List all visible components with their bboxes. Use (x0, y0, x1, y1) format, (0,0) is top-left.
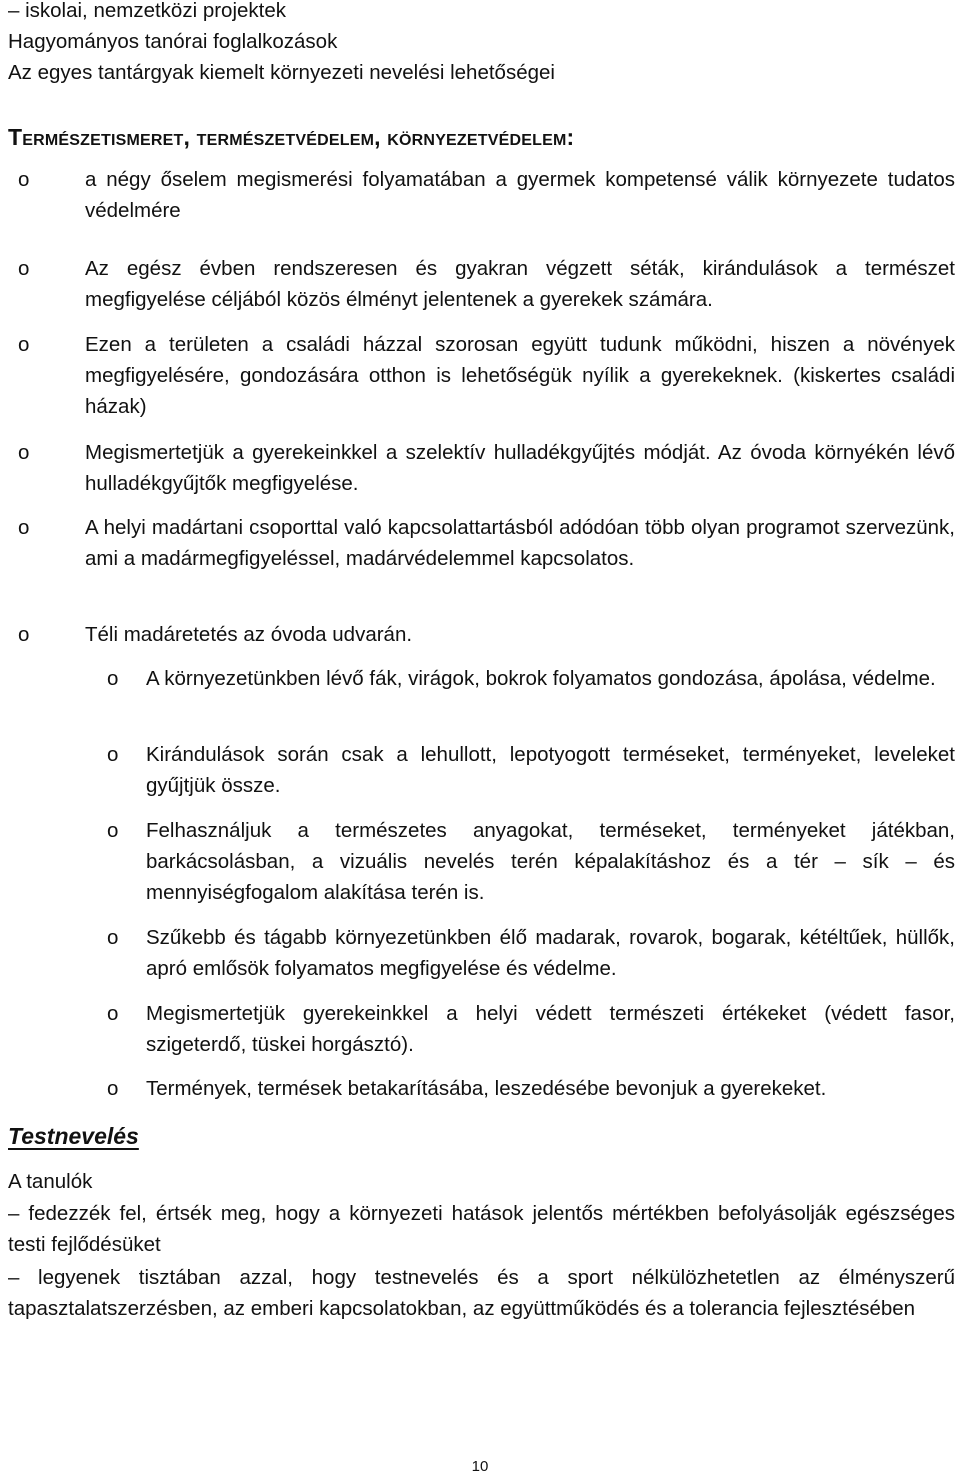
list-item-text: A környezetünkben lévő fák, virágok, bokrok folyamatos gondozása, ápolása, védelme. (146, 667, 936, 690)
bullet-marker: o (107, 1002, 119, 1025)
list-item-text: Szűkebb és tágabb környezetünkben élő madarak, rovarok, bogarak, kétéltűek, hüllők, apró emlősök folyamatos megfigyelése és védelme. (146, 926, 955, 980)
bullet-marker: o (18, 516, 30, 539)
list-item-text: Felhasználjuk a természetes anyagokat, terméseket, terményeket játékban, barkácsolásban, a vizuális nevelés terén képalakításhoz és a tér – sík – és mennyiségfogalom alakítása terén is. (146, 819, 955, 904)
bullet-marker: o (107, 667, 119, 690)
bullet-marker: o (18, 257, 30, 280)
intro-text: A tanulók (8, 1170, 93, 1193)
bullet-marker: o (107, 1077, 119, 1100)
subsection-heading: Testnevelés (8, 1123, 139, 1149)
list-item-text: Termények, termések betakarításába, leszedésébe bevonjuk a gyerekeket. (146, 1077, 827, 1100)
list-item-text: a négy őselem megismerési folyamatában a gyermek kompetensé válik környezete tudatos védelmére (85, 168, 955, 222)
body-paragraph: – legyenek tisztában azzal, hogy testnevelés és a sport nélkülözhetetlen az élményszerű tapasztalatszerzésben, az emberi kapcsolatokban, az együttműködés és a tolerancia fejlesztésében (8, 1266, 955, 1320)
bullet-marker: o (107, 926, 119, 949)
bullet-marker: o (107, 743, 119, 766)
bullet-marker: o (18, 441, 30, 464)
bullet-marker: o (18, 623, 30, 646)
bullet-marker: o (107, 819, 119, 842)
list-item-text: A helyi madártani csoporttal való kapcsolattartásból adódóan több olyan programot szervezünk, ami a madármegfigyeléssel, madárvédelemmel kapcsolatos. (85, 516, 955, 570)
intro-line: – iskolai, nemzetközi projektek (8, 0, 287, 22)
section-heading: Természetismeret, természetvédelem, környezetvédelem: (8, 124, 575, 150)
intro-line: Hagyományos tanórai foglalkozások (8, 30, 338, 53)
page-number: 10 (471, 1458, 489, 1475)
list-item-text: Kirándulások során csak a lehullott, lepotyogott terméseket, terményeket, leveleket gyűjtjük össze. (146, 743, 955, 797)
list-item-text: Az egész évben rendszeresen és gyakran végzett séták, kirándulások a természet megfigyelése céljából közös élményt jelentenek a gyerekek számára. (85, 257, 955, 311)
intro-line: Az egyes tantárgyak kiemelt környezeti nevelési lehetőségei (8, 61, 555, 84)
list-item-text: Téli madáretetés az óvoda udvarán. (85, 623, 413, 646)
bullet-marker: o (18, 168, 30, 191)
list-item-text: Megismertetjük gyerekeinkkel a helyi védett természeti értékeket (védett fasor, szigeterdő, tüskei horgásztó). (146, 1002, 955, 1056)
list-item-text: Megismertetjük a gyerekeinkkel a szelektív hulladékgyűjtés módját. Az óvoda környékén lévő hulladékgyűjtők megfigyelése. (85, 441, 955, 495)
bullet-marker: o (18, 333, 30, 356)
list-item-text: Ezen a területen a családi házzal szorosan együtt tudunk működni, hiszen a növények megfigyelésére, gondozására otthon is lehetőségük nyílik a gyerekeknek. (kiskertes családi házak) (85, 333, 955, 418)
body-paragraph: – fedezzék fel, értsék meg, hogy a környezeti hatások jelentős mértékben befolyásolják egészséges testi fejlődésüket (8, 1202, 955, 1256)
